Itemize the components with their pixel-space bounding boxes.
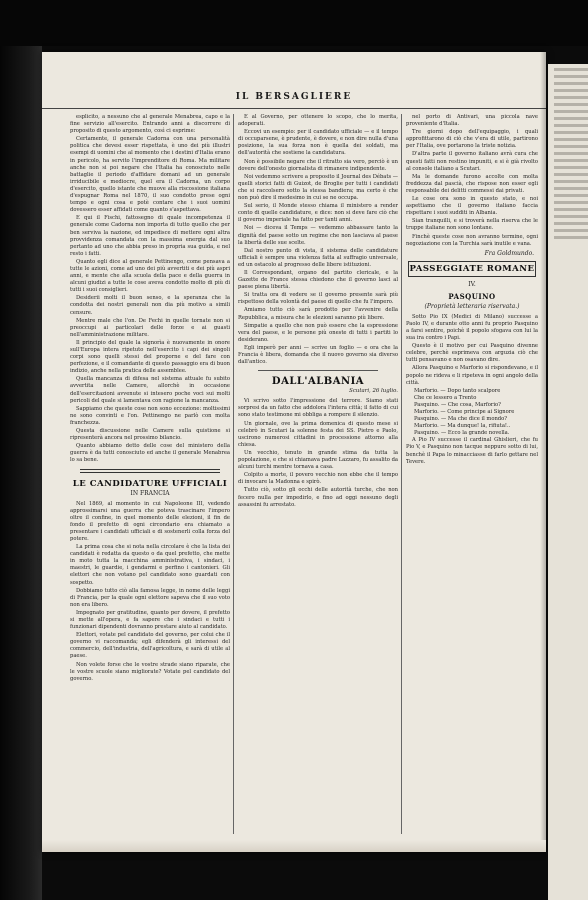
article-paragraph: Desiderii molti il buon senso, e la speranza che la condotta dei nostri generali non dia più motivo a simili censure. — [70, 295, 230, 316]
adjacent-text-line — [554, 68, 588, 71]
article-paragraph: Impegnato per gratitudine, quanto per dovere, il prefetto si mette all'opera, e fa sapere che i sindaci e tutti i funzionari dipendenti dovranno prestare aiuto al candidato. — [70, 609, 230, 631]
verse-line: Marforio. — Come principe ai Signore — [414, 409, 515, 415]
article-paragraph: Nel 1869, al momento in cui Napoleone III, vedendo approssimarsi una guerra che poteva trascinare l'impero oltre il confine, in quel momento delle elezioni, il fin de fondo il prefetto di ogni circondario era chiamato a presentare i candidati ufficiali e di sostenerli colla forza del potere. — [70, 500, 230, 542]
adjacent-text-line — [554, 201, 588, 204]
article-paragraph: Finchè queste cose non avranno termine, ogni negoziazione con la Turchia sarà inutile e vana. — [406, 233, 538, 247]
article-paragraph: Allora Pasquino e Marforio si rispondevano, e il popolo ne rideva e li ripeteva in ogni angolo della città. — [406, 365, 538, 386]
adjacent-text-line — [554, 103, 588, 106]
article-paragraph: Il Correspondant, organo del partito clericale, e la Gazette de France stessa chiedono che il governo lasci al paese piena libertà. — [238, 269, 398, 291]
column-3 — [406, 114, 538, 839]
article-paragraph: Dal nostro punto di vista, il sistema delle candidature ufficiali è sempre una violenza fatta al suffragio universale, ed un ostacolo al progresso delle libere istituzioni. — [238, 247, 398, 268]
column-divider — [401, 114, 402, 834]
adjacent-text-line — [554, 194, 588, 197]
adjacent-text-line — [554, 152, 588, 155]
adjacent-text-line — [554, 82, 588, 85]
adjacent-text-line — [554, 138, 588, 141]
adjacent-text-line — [554, 166, 588, 169]
article-paragraph: Un giornale, ove la prima domenica di questo mese si celebrò in Scutari la solenne festa dei SS. Pietro e Paolo, uscirono numerosi cittadini in processione attorno alla chiesa. — [238, 420, 398, 448]
article-paragraph: A Pio IV successe il cardinal Ghislieri, che fu Pio V, e Pasquino non tacque neppure sotto di lui, benchè il Papa lo minacciasse di farlo gettare nel Tevere. — [406, 437, 538, 465]
adjacent-text-line — [554, 117, 588, 120]
article-paragraph: Amiamo tutto ciò sarà prodotto per l'avvenire della Repubblica, a misura che le elezioni saranno più libere. — [238, 307, 398, 321]
section-subtitle: IN FRANCIA — [130, 489, 170, 497]
dateline: Scutari, 26 luglio. — [349, 388, 398, 395]
adjacent-text-line — [554, 236, 588, 239]
adjacent-text-line — [554, 229, 588, 232]
adjacent-text-line — [554, 187, 588, 190]
article-paragraph: Non è possibile negare che il ritratto sia vero, perciò è un dovere dell'onesto giornalista di rimanere indipendente. — [238, 158, 398, 172]
adjacent-text-line — [554, 145, 588, 148]
article-paragraph: Mentre male che l'on. De Fechi in quelle tornate non si preoccupi ai particolari delle forze e ai guasti nell'amministrazione militare. — [70, 317, 230, 338]
section-title: DALL'ALBANIA — [271, 376, 365, 388]
page-bottom-edge — [42, 840, 546, 852]
section-rule — [80, 469, 220, 473]
article-paragraph: Sappiamo che queste cose non sono eccezione: moltissimi ne sono convinti e l'on. Pettinengo ne parlò con molta franchezza. — [70, 405, 230, 426]
article-paragraph: Dobbiamo tutto ciò alla famosa legge, in nome delle leggi di Francia, per la quale ogni elettore sapeva che il suo voto non era libero. — [70, 587, 230, 608]
article-paragraph: Tutto ciò, sotto gli occhi delle autorità turche, che non fecero nulla per impedirlo, e fino ad oggi nessuno degli assassini fu arrestato. — [238, 487, 398, 508]
article-paragraph: Sul serio, il Monde stesso chiama il ministero a render conto di quelle candidature, e dice: non si deve fare ciò che il governo imperiale ha fatto per tanti anni. — [238, 203, 398, 224]
adjacent-text-line — [554, 180, 588, 183]
verse-line: Marforio. — Ma dunque! la, rifiuta!.. — [414, 423, 511, 430]
article-paragraph: Il principio del quale la signorìa è nuovamente in onore sull'Europa intera ripetuto nell'esercito i capi dei singoli corpi sono quelli stessi del proporne e del fare con perfezione, e il comandante di questo passaggio era di buon indizio, anche nella pratica delle assemblee. — [70, 339, 230, 375]
adjacent-text-line — [554, 215, 588, 218]
article-paragraph: Ma le domande furono accolte con molta freddezza dal pascià, che rispose non esser egli responsabile dei delitti commessi dai privati. — [406, 173, 538, 194]
verse-line: Marforio. — Dopo tanto scalpore — [414, 387, 501, 394]
column-divider — [233, 114, 234, 834]
section-title: LE CANDIDATURE UFFICIALI — [72, 478, 228, 489]
masthead-title: IL BERSAGLIERE — [235, 92, 353, 102]
adjacent-text-line — [554, 110, 588, 113]
adjacent-text-line — [554, 96, 588, 99]
article-paragraph: Quella mancanza di difesa nel sistema attuale fu subito avvertita nelle Camere, allorchè in occasione dell'esercitazioni avvenute si intesero poche voci sui molti pericoli del quale si lamentava con ragione la mancanza. — [70, 376, 230, 404]
article-paragraph: Elettori, votate pel candidato del governo, per colui che il governo vi raccomanda; egli difenderà gli interessi del commercio, dell'industria, dell'agricoltura, e sarà di utile al paese. — [70, 632, 230, 660]
section-note: (Proprietà letteraria riservata.) — [424, 302, 520, 310]
adjacent-text-line — [554, 222, 588, 225]
adjacent-text-line — [554, 159, 588, 162]
article-paragraph: Certamente, il generale Cadorna con una personalità politica che devesi esser rispettata, è uno dei più illustri esempi di uomini che al momento che i destini d'Italia erano in pericolo, ha servito l'imprenditore di Roma. Ma militare anche non si poi negare che l'Italia ha conosciuto nelle battaglie il periodo d'affidare domani ad un generale irriducibile e mediocre, quel era il Cadorna, un corpo d'esercito, quello istante che muove alla riscossione italiana d'espugnar Roma nel 1870, il suo condotto prese ogni tempo e ogni cosa e potè contare che i suoi uomini dovessero esser affidati come quanto s'aspettava. — [70, 136, 230, 214]
adjacent-page-edge — [548, 64, 588, 900]
article-paragraph: Un vecchio, tenuto in grande stima da tutta la popolazione, e che si chiamava padre Lazzaro, fu assalito da alcuni turchi mentre tornava a casa. — [238, 449, 398, 471]
verse-line: Pasquino. — Che cosa, Marforio? — [414, 401, 501, 408]
section-rule — [258, 370, 378, 371]
article-paragraph: Le cose ora sono in questo stato, e noi aspettiamo che il governo italiano faccia rispettare i suoi sudditi in Albania. — [406, 196, 538, 217]
article-paragraph: La prima cosa che si nota nella circolare è che la lista dei candidati è redatta da questo o da quel prefetto, che mette in moto tutta la macchina amministrativa, i sindaci, i maestri, le guardie, i gendarmi e perfino i cantonieri. Gli elettori che non votano pel candidato sono guardati con sospetto. — [70, 544, 230, 586]
article-paragraph: Noi — diceva il Temps — vedemmo abbassare tanto la dignità del paese sotto un regime che non lasciava al paese la libertà delle sue scelte. — [238, 225, 398, 246]
article-paragraph: esplicito, a nessuno che al generale Menabrea, capo e la fine servizio all'esercito. Entrando anni a discorrere di proposito di questo argomento, così ci esprime: — [70, 114, 230, 135]
article-paragraph: Quanto abbiamo detto delle cose del ministero della guerra è da tutti conosciuto ed anche il generale Menabrea lo sa bene. — [70, 443, 230, 464]
article-paragraph: Si tratta ora di vedere se il governo presente sarà più rispettoso della volontà del paese di quello che fu l'impero. — [238, 292, 398, 306]
adjacent-text-line — [554, 173, 588, 176]
article-paragraph: Eccovi un esempio: per il candidato ufficiale — e il tempo di occuparsene, è prudente, è dovere, e non dire nulla d'una posizione, la sua forza non è quella dei soldati, ma dell'autorità che sostiene la candidatura. — [238, 129, 398, 157]
scan-border-top — [0, 0, 588, 46]
article-paragraph: Non volete forse che le vostre strade siano riparate, che le vostre scuole siano migliorate? Votate pel candidato del governo. — [70, 661, 230, 682]
verse-line: Che ce lessero a Trento — [414, 394, 477, 401]
article-paragraph: Egli imperò per anni — scrive un foglio — e ora che la Francia è libera, domanda che il nuovo governo sia diverso dall'antico. — [238, 344, 398, 366]
verse-line: Pasquino. — Ma che dice il mondo? — [414, 416, 508, 423]
column-2 — [238, 114, 398, 839]
article-paragraph: Vi scrivo sotto l'impressione del terrore. Siamo stati sorpresi da un fatto che addolora l'intera città; il fatto di cui sono stato testimone mi obbliga a rompere il silenzio. — [238, 398, 398, 419]
newspaper-page — [42, 52, 546, 852]
author-signature: Fra Goldmundo. — [484, 249, 534, 257]
adjacent-text-line — [554, 208, 588, 211]
section-subtitle: PASQUINO — [448, 291, 496, 301]
article-paragraph: E qui il Fischi, fattosegno di quale incompetenza il generale come Cadorna non importa di tutto quello che per ben serviva la nazione, ed impedisce di mettere ogni altra provvidenza comandata con la massima energia dal suo pertanto ad uno che abbia preso in propria sua guida, e nel resto i fatti. — [70, 215, 230, 257]
page-header — [42, 52, 546, 109]
adjacent-text-line — [554, 124, 588, 127]
scan-left-margin — [0, 46, 42, 900]
article-paragraph: Noi vedemmo scrivere a proposito il Journal des Débats — quelli storici fatti di Guizot, de Broglie per tutti i candidati che si raccolsero sotto la stessa bandiera; ma certo è che non può dire il medesimo in cui se ne occupa. — [238, 173, 398, 202]
page-fold-shadow — [540, 52, 546, 852]
section-number: IV. — [468, 280, 476, 288]
adjacent-text-line — [554, 131, 588, 134]
article-paragraph: nel porto di Antivari, una piccola nave proveniente d'Italia. — [406, 114, 538, 128]
section-title: PASSEGGIATE ROMANE — [409, 263, 535, 274]
article-paragraph: Questo è il motivo per cui Pasquino divenne celebre, perchè esprimeva con arguzia ciò che tutti pensavano e non osavano dire. — [406, 343, 538, 364]
adjacent-text-line — [554, 75, 588, 78]
article-paragraph: Tre giorni dopo dell'equipaggio, i quali approfittarono di ciò che v'era di utile, partirono per l'Italia, ove portarono la triste notizia. — [406, 129, 538, 150]
article-paragraph: Questa discussione nelle Camere sulla quistione si ripresenterà ancora nel prossimo bilancio. — [70, 428, 230, 442]
column-1 — [70, 114, 230, 839]
article-paragraph: Simpatie a quello che non può essere che la espressione vera del paese, e le persone più oneste di tutti i partiti lo desiderano. — [238, 322, 398, 343]
article-paragraph: D'altra parte il governo italiano avrà cura che questi fatti non restino impuniti, e si è già rivolto al console italiano a Scutari. — [406, 151, 538, 172]
article-paragraph: È al Governo, per ottenere lo scopo, che lo merita, adoperati. — [238, 114, 398, 128]
article-paragraph: Quanto egli dice al generale Pettinengo, come pensava a tutte le azioni, come ad uno dei più avvertiti e dei più aspri anni, e mente che alla scuola della pace e della guerra in alcuni giudizi a tutte le cose aveva condotto molto di più di tutti i suoi consiglieri. — [70, 258, 230, 294]
section-header-box — [408, 261, 536, 277]
article-paragraph: Colpito a morte, il povero vecchio non ebbe che il tempo di invocare la Madonna e spirò. — [238, 472, 398, 486]
article-paragraph: Sotto Pio IX (Medici di Milano) successe a Paolo IV, e durante otto anni fu proprio Pasquino a farsi sentire, poichè il popolo sfogava con lui la sua ira contro i Papi. — [406, 313, 538, 342]
article-paragraph: Sian tranquilli, e si troverà nella riserva che le truppe italiane non sono lontane. — [406, 218, 538, 232]
verse-line: Pasquino. — Ecco la grande novella. — [414, 430, 510, 437]
adjacent-text-line — [554, 89, 588, 92]
